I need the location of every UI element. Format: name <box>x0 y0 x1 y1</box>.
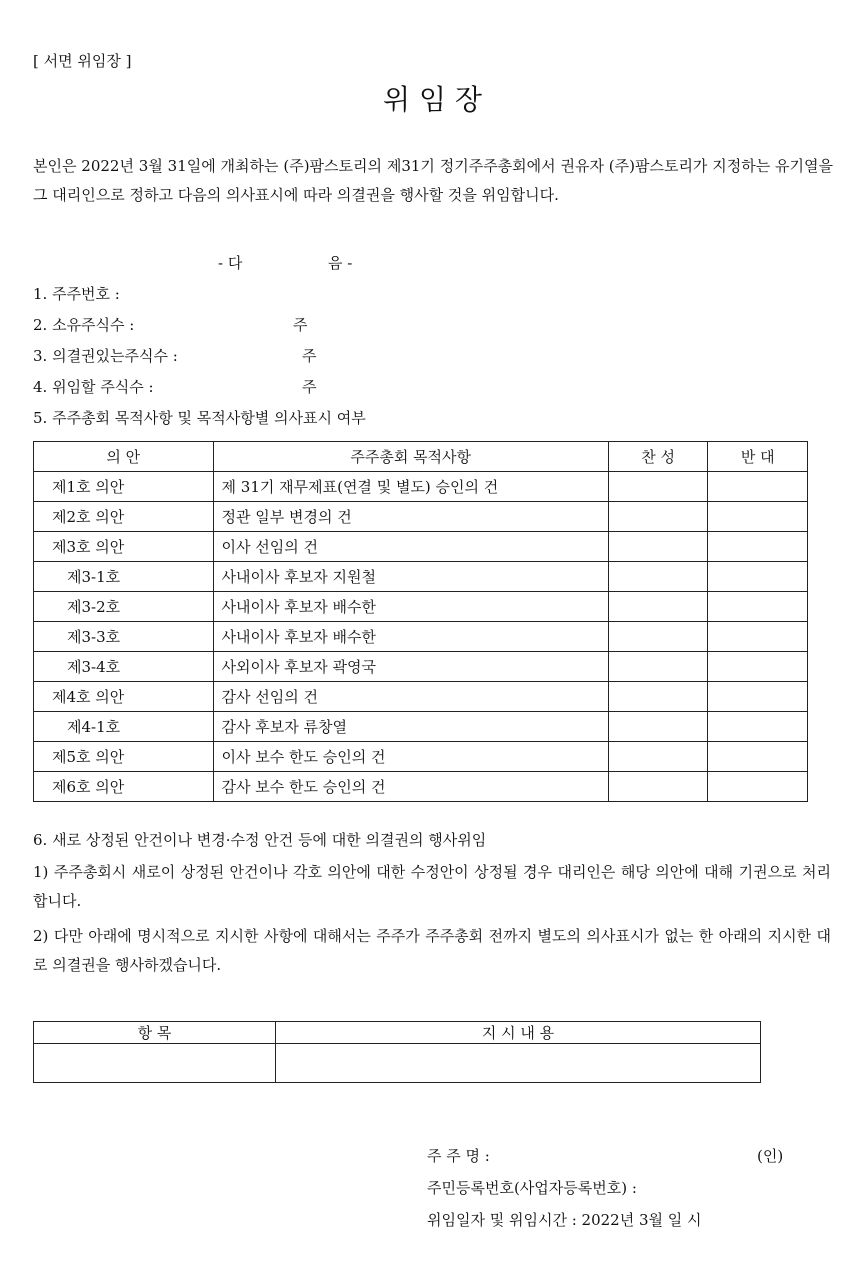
table-row <box>34 532 808 562</box>
unit-voting-shares: 주 <box>302 347 317 365</box>
agenda-no: 제6호 의안 <box>34 772 214 802</box>
oppose-cell[interactable] <box>708 772 808 802</box>
item-owned-shares: 2. 소유주식수 : <box>33 316 135 334</box>
agenda-subject: 감사 보수 한도 승인의 건 <box>213 772 608 802</box>
table-row <box>34 742 808 772</box>
agenda-subject: 사외이사 후보자 곽영국 <box>213 652 608 682</box>
oppose-cell[interactable] <box>708 532 808 562</box>
approve-cell[interactable] <box>608 592 708 622</box>
header-item: 항 목 <box>34 1022 276 1044</box>
item-voting-shares: 3. 의결권있는주식수 : <box>33 347 178 365</box>
agenda-no: 제3-4호 <box>34 652 214 682</box>
section6-paragraph-2: 2) 다만 아래에 명시적으로 지시한 사항에 대해서는 주주가 주주총회 전까지 별도의 의사표시가 없는 한 아래의 지시한 대로 의결권을 행사하겠습니다. <box>33 927 831 974</box>
oppose-cell[interactable] <box>708 502 808 532</box>
header-instruction: 지 시 내 용 <box>276 1022 761 1044</box>
da-label: - 다 <box>218 254 243 272</box>
agenda-no: 제3-3호 <box>34 622 214 652</box>
table-row <box>34 772 808 802</box>
approve-cell[interactable] <box>608 652 708 682</box>
page-title: 위 임 장 <box>383 83 482 116</box>
oppose-cell[interactable] <box>708 712 808 742</box>
agenda-header-row <box>34 442 808 472</box>
oppose-cell[interactable] <box>708 562 808 592</box>
approve-cell[interactable] <box>608 532 708 562</box>
agenda-no: 제3-2호 <box>34 592 214 622</box>
agenda-no: 제4-1호 <box>34 712 214 742</box>
item-agenda-heading: 5. 주주총회 목적사항 및 목적사항별 의사표시 여부 <box>33 409 366 427</box>
oppose-cell[interactable] <box>708 472 808 502</box>
header-approve: 찬 성 <box>608 442 708 472</box>
agenda-subject: 사내이사 후보자 배수한 <box>213 622 608 652</box>
agenda-subject: 정관 일부 변경의 건 <box>213 502 608 532</box>
agenda-subject: 제 31기 재무제표(연결 및 별도) 승인의 건 <box>213 472 608 502</box>
agenda-no: 제1호 의안 <box>34 472 214 502</box>
agenda-no: 제5호 의안 <box>34 742 214 772</box>
table-row <box>34 592 808 622</box>
approve-cell[interactable] <box>608 682 708 712</box>
table-row <box>34 472 808 502</box>
seal-mark: (인) <box>757 1147 784 1165</box>
form-label: [ 서면 위임장 ] <box>33 52 132 70</box>
registration-number-label: 주민등록번호(사업자등록번호) : <box>427 1179 637 1197</box>
agenda-no: 제4호 의안 <box>34 682 214 712</box>
approve-cell[interactable] <box>608 472 708 502</box>
oppose-cell[interactable] <box>708 682 808 712</box>
shareholder-name-label: 주 주 명 : <box>427 1147 490 1165</box>
oppose-cell[interactable] <box>708 742 808 772</box>
approve-cell[interactable] <box>608 622 708 652</box>
agenda-subject: 사내이사 후보자 배수한 <box>213 592 608 622</box>
unit-delegated-shares: 주 <box>302 378 317 396</box>
agenda-no: 제2호 의안 <box>34 502 214 532</box>
table-row <box>34 712 808 742</box>
agenda-subject: 이사 보수 한도 승인의 건 <box>213 742 608 772</box>
table-row <box>34 562 808 592</box>
table-row <box>34 652 808 682</box>
approve-cell[interactable] <box>608 742 708 772</box>
delegation-date-label: 위임일자 및 위임시간 : 2022년 3월 일 시 <box>427 1211 702 1229</box>
approve-cell[interactable] <box>608 502 708 532</box>
agenda-subject: 사내이사 후보자 지원철 <box>213 562 608 592</box>
header-agenda: 의 안 <box>34 442 214 472</box>
section6-paragraph-1: 1) 주주총회시 새로이 상정된 안건이나 각호 의안에 대한 수정안이 상정될 경우 대리인은 해당 의안에 대해 기권으로 처리합니다. <box>33 863 831 910</box>
approve-cell[interactable] <box>608 712 708 742</box>
header-subject: 주주총회 목적사항 <box>213 442 608 472</box>
instruction-header-row <box>34 1022 761 1044</box>
agenda-subject: 감사 선임의 건 <box>213 682 608 712</box>
table-row <box>34 622 808 652</box>
agenda-table <box>33 441 808 802</box>
item-input-cell[interactable] <box>34 1044 276 1083</box>
item-shareholder-no: 1. 주주번호 : <box>33 285 120 303</box>
oppose-cell[interactable] <box>708 652 808 682</box>
table-row <box>34 502 808 532</box>
oppose-cell[interactable] <box>708 622 808 652</box>
table-row <box>34 682 808 712</box>
agenda-no: 제3호 의안 <box>34 532 214 562</box>
approve-cell[interactable] <box>608 772 708 802</box>
unit-owned-shares: 주 <box>293 316 308 334</box>
item-delegated-shares: 4. 위임할 주식수 : <box>33 378 154 396</box>
oppose-cell[interactable] <box>708 592 808 622</box>
eum-label: 음 - <box>328 254 353 272</box>
instruction-table <box>33 1021 761 1083</box>
instruction-input-row <box>34 1044 761 1083</box>
agenda-subject: 이사 선임의 건 <box>213 532 608 562</box>
intro-paragraph: 본인은 2022년 3월 31일에 개최하는 (주)팜스토리의 제31기 정기주주총회에서 권유자 (주)팜스토리가 지정하는 유기열을 그 대리인으로 정하고 다음의 의사표시에 따라 의결권을 행사할 것을 위임합니다. <box>33 157 833 204</box>
section6-heading: 6. 새로 상정된 안건이나 변경·수정 안건 등에 대한 의결권의 행사위임 <box>33 831 487 849</box>
agenda-subject: 감사 후보자 류창열 <box>213 712 608 742</box>
approve-cell[interactable] <box>608 562 708 592</box>
header-oppose: 반 대 <box>708 442 808 472</box>
agenda-no: 제3-1호 <box>34 562 214 592</box>
instruction-input-cell[interactable] <box>276 1044 761 1083</box>
